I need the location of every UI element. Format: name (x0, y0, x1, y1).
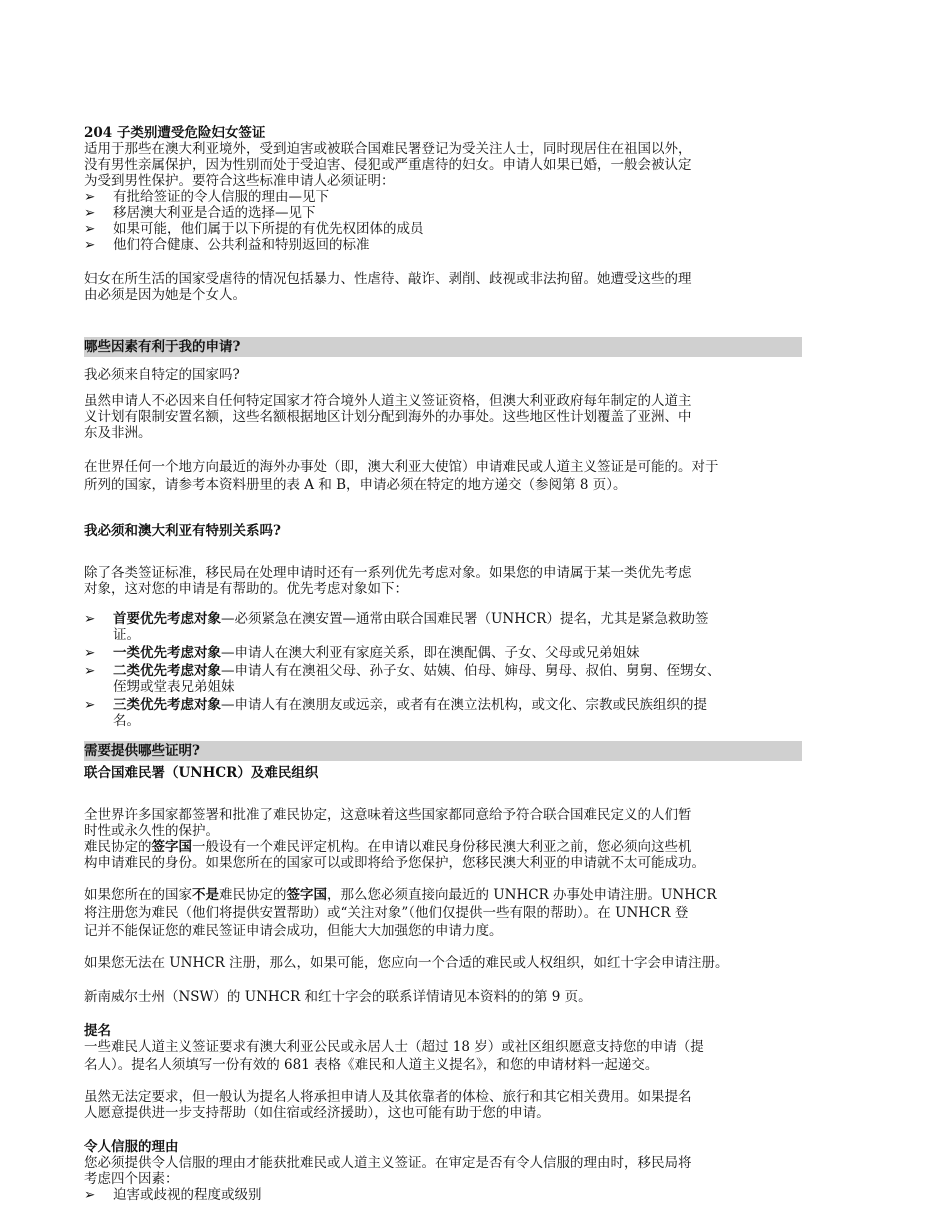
intro-line: 没有男性亲属保护，因为性别而处于受迫害、侵犯或严重虐待的妇女。申请人如果已婚，一般会被认定 (84, 157, 692, 173)
paragraph-line: 新南威尔士州（NSW）的 UNHCR 和红十字会的联系详情请见本资料的的第 9 页。 (84, 989, 592, 1005)
criteria-list (84, 189, 819, 253)
paragraph-line: 人愿意提供进一步支持帮助（如住宿或经济援助），这也可能有助于您的申请。 (84, 1105, 550, 1121)
paragraph-line: 一些难民人道主义签证要求有澳大利亚公民或永居人士（超过 18 岁）或社区组织愿意支持您的申请（提 (84, 1039, 704, 1055)
compelling-reason-heading: 令人信服的理由 (84, 1139, 179, 1155)
arrow-bullet-icon: ➢ (84, 611, 96, 627)
list-item: ➢ 他们符合健康、公共利益和特别返回的标准 (84, 237, 370, 253)
paragraph-line: 将注册您为难民（他们将提供安置帮助）或“关注对象”（他们仅提供一些有限的帮助）。在 UNHCR 登 (84, 905, 689, 921)
arrow-bullet-icon: ➢ (84, 1187, 96, 1203)
reason-list (84, 1187, 819, 1203)
answer-line: 东及非洲。 (84, 425, 152, 441)
abuse-paragraph-line: 妇女在所生活的国家受虐待的情况包括暴力、性虐待、敲诈、剥削、歧视或非法拘留。她遭受这些的理 (84, 271, 692, 287)
sub-heading-unhcr: 联合国难民署（UNHCR）及难民组织 (84, 765, 319, 781)
list-item: ➢ 有批给签证的令人信服的理由—见下 (84, 189, 329, 205)
list-item: ➢ 二类优先考虑对象—申请人有在澳祖父母、孙子女、姑姨、伯母、婶母、舅母、叔伯、舅舅、侄甥女、 侄甥或堂表兄弟姐妹 (84, 663, 721, 695)
arrow-bullet-icon: ➢ (84, 221, 96, 237)
section-bar-proof: 需要提供哪些证明? (84, 741, 802, 761)
list-item: ➢ 一类优先考虑对象—申请人在澳大利亚有家庭关系，即在澳配偶、子女、父母或兄弟姐妹 (84, 645, 640, 661)
arrow-bullet-icon: ➢ (84, 697, 96, 713)
paragraph-line: 考虑四个因素： (84, 1171, 179, 1187)
answer-line: 义计划有限制安置名额，这些名额根据地区计划分配到海外的办事处。这些地区性计划覆盖了亚洲、中 (84, 409, 692, 425)
list-item: ➢ 移居澳大利亚是合适的选择—见下 (84, 205, 316, 221)
paragraph-line: 您必须提供令人信服的理由才能获批难民或人道主义签证。在审定是否有令人信服的理由时，移民局将 (84, 1155, 692, 1171)
paragraph-line: 如果您无法在 UNHCR 注册，那么，如果可能，您应向一个合适的难民或人权组织，如红十字会申请注册。 (84, 955, 729, 971)
paragraph-line: 虽然无法定要求，但一般认为提名人将承担申请人及其依靠者的体检、旅行和其它相关费用。如果提名 (84, 1089, 692, 1105)
question-country: 我必须来自特定的国家吗? (84, 367, 240, 383)
document-page (84, 125, 819, 1203)
answer-line: 所列的国家，请参考本资料册里的表 A 和 B，申请必须在特定的地方递交（参阅第 8 页）。 (84, 477, 627, 493)
list-item: ➢ 三类优先考虑对象—申请人有在澳朋友或远亲，或者有在澳立法机构，或文化、宗教或民族组织的提 名。 (84, 697, 707, 729)
list-item: ➢ 如果可能，他们属于以下所提的有优先权团体的成员 (84, 221, 424, 237)
section-bar-factors: 哪些因素有利于我的申请? (84, 337, 802, 357)
arrow-bullet-icon: ➢ (84, 237, 96, 253)
intro-line: 为受到男性保护。要符合这些标准申请人必须证明： (84, 173, 395, 189)
intro-line: 适用于那些在澳大利亚境外，受到迫害或被联合国难民署登记为受关注人士，同时现居住在祖国以外， (84, 141, 692, 157)
answer-line: 除了各类签证标准，移民局在处理申请时还有一系列优先考虑对象。如果您的申请属于某一类优先考虑 (84, 565, 692, 581)
question-relationship: 我必须和澳大利亚有特别关系吗? (84, 523, 281, 539)
arrow-bullet-icon: ➢ (84, 189, 96, 205)
answer-line: 对象，这对您的申请是有帮助的。优先考虑对象如下： (84, 581, 408, 597)
priority-list (84, 611, 819, 729)
section-204-heading: 204 子类别遭受危险妇女签证 (84, 125, 266, 141)
paragraph-line: 时性或永久性的保护。 (84, 823, 219, 839)
paragraph-line: 名人）。提名人须填写一份有效的 681 表格《难民和人道主义提名》，和您的申请材料一起递交。 (84, 1057, 659, 1073)
answer-line: 虽然申请人不必因来自任何特定国家才符合境外人道主义签证资格，但澳大利亚政府每年制定的人道主 (84, 393, 692, 409)
list-item: ➢ 首要优先考虑对象—必须紧急在澳安置—通常由联合国难民署（UNHCR）提名，尤其是紧急救助签 证。 (84, 611, 709, 643)
paragraph-line: 记并不能保证您的难民签证申请会成功，但能大大加强您的申请力度。 (84, 923, 503, 939)
arrow-bullet-icon: ➢ (84, 663, 96, 679)
answer-line: 在世界任何一个地方向最近的海外办事处（即，澳大利亚大使馆）申请难民或人道主义签证是可能的。对于 (84, 459, 719, 475)
list-item: ➢ 迫害或歧视的程度或级别 (84, 1187, 262, 1203)
nomination-heading: 提名 (84, 1023, 111, 1039)
arrow-bullet-icon: ➢ (84, 645, 96, 661)
paragraph-line: 如果您所在的国家不是难民协定的签字国，那么您必须直接向最近的 UNHCR 办事处申请注册。UNHCR (84, 887, 717, 903)
paragraph-line: 难民协定的签字国一般设有一个难民评定机构。在申请以难民身份移民澳大利亚之前，您必须向这些机 (84, 839, 692, 855)
paragraph-line: 全世界许多国家都签署和批准了难民协定，这意味着这些国家都同意给予符合联合国难民定义的人们暂 (84, 807, 692, 823)
arrow-bullet-icon: ➢ (84, 205, 96, 221)
paragraph-line: 构申请难民的身份。如果您所在的国家可以或即将给予您保护，您移民澳大利亚的申请就不太可能成功。 (84, 855, 705, 871)
abuse-paragraph-line: 由必须是因为她是个女人。 (84, 287, 246, 303)
